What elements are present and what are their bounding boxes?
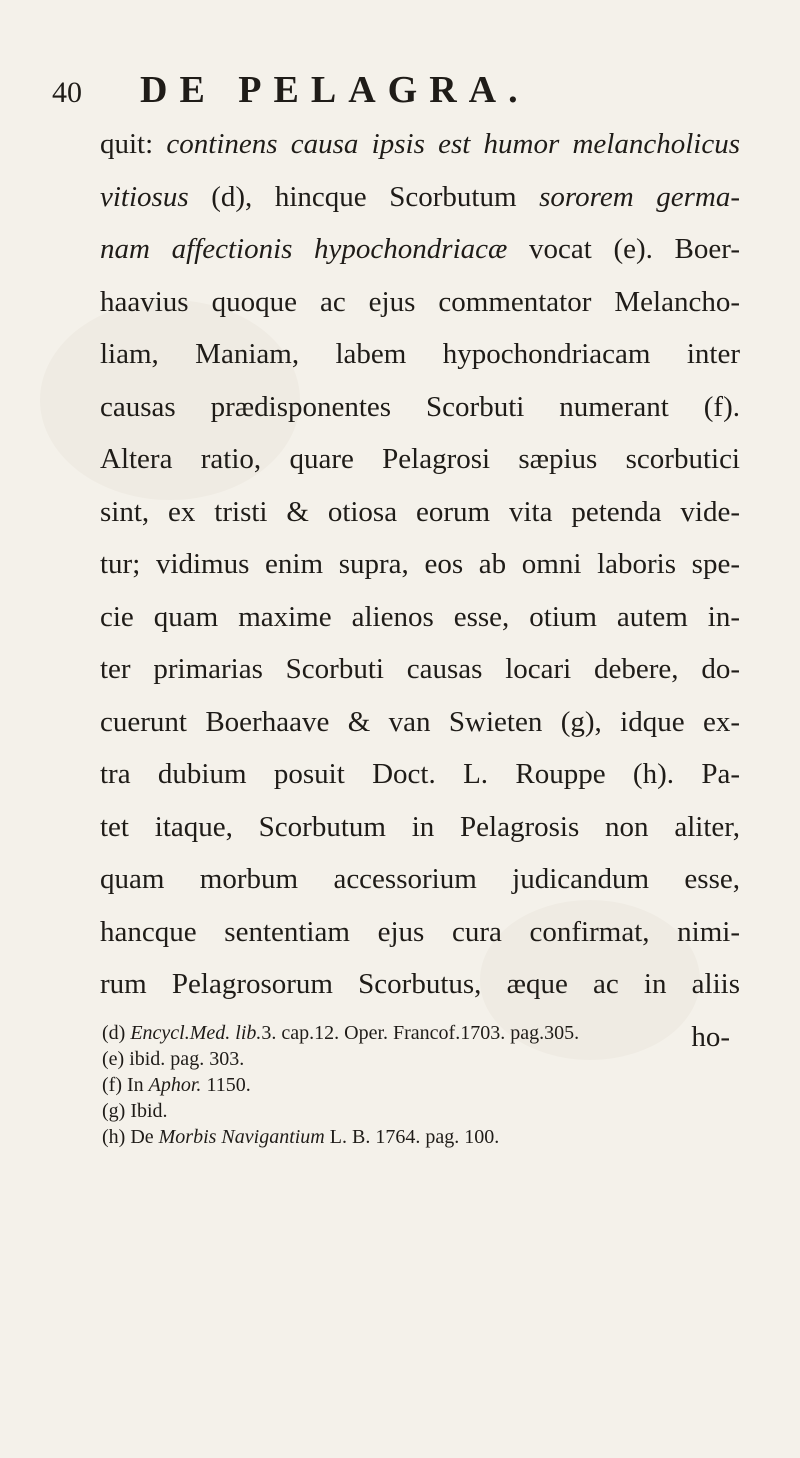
running-title: DE PELAGRA.: [140, 69, 530, 111]
text-line: Altera ratio, quare Pelagrosi sæpius scorbutici: [100, 443, 740, 475]
text-line: [100, 223, 740, 276]
text-segment: (d), hincque Scorbutum: [188, 180, 540, 213]
text-line: tra dubium posuit Doct. L. Rouppe (h). Pa-: [100, 758, 740, 790]
page-header: [52, 68, 692, 118]
footnote-text: 3. cap.12. Oper. Francof.1703. pag.305.: [261, 1022, 580, 1044]
text-line: ter primarias Scorbuti causas locari debere, do-: [100, 653, 740, 685]
italic-segment: nam affectionis hypochondriacæ: [100, 233, 508, 265]
footnote-h: [102, 1124, 742, 1150]
footnote-title: Aphor.: [148, 1074, 202, 1096]
text-line: [100, 118, 740, 171]
footnote-mark: (h) De: [102, 1126, 159, 1148]
footnote-g: (g) Ibid.: [102, 1100, 168, 1122]
text-line: rum Pelagrosorum Scorbutus, æque ac in aliis: [100, 968, 740, 1000]
catchword: ho-: [691, 1020, 730, 1053]
text-segment: vocat (e). Boer-: [507, 233, 740, 265]
text-line: tet itaque, Scorbutum in Pelagrosis non aliter,: [100, 810, 740, 843]
text-line: hancque sententiam ejus cura confirmat, nimi-: [100, 915, 740, 948]
text-line: sint, ex tristi & otiosa eorum vita petenda vide-: [100, 495, 740, 528]
footnote-mark: (f) In: [102, 1074, 149, 1096]
text-line: liam, Maniam, labem hypochondriacam inter: [100, 338, 740, 370]
footnote-title: Encycl.Med. lib.: [130, 1022, 262, 1044]
italic-segment: sororem germa-: [539, 180, 740, 213]
italic-segment: continens causa ipsis est humor melancholicus: [166, 128, 740, 160]
page-number: 40: [52, 76, 82, 109]
text-line: haavius quoque ac ejus commentator Melancho-: [100, 285, 740, 318]
footnote-text: 1150.: [201, 1074, 251, 1096]
footnote-text: L. B. 1764. pag. 100.: [324, 1126, 500, 1148]
footnote-f: [102, 1072, 742, 1098]
footnotes: [102, 1020, 742, 1150]
text-line: tur; vidimus enim supra, eos ab omni laboris spe-: [100, 548, 740, 580]
main-text: [100, 118, 740, 1063]
text-line: cie quam maxime alienos esse, otium autem in-: [100, 600, 740, 633]
footnote-e: (e) ibid. pag. 303.: [102, 1048, 245, 1070]
italic-segment: vitiosus: [100, 180, 189, 213]
text-line: [100, 171, 740, 224]
footnote-title: Morbis Navigantium: [158, 1126, 325, 1148]
text-line: causas prædisponentes Scorbuti numerant (f).: [100, 390, 740, 423]
footnote-mark: (d): [102, 1022, 131, 1044]
text-line: cuerunt Boerhaave & van Swieten (g), idque ex-: [100, 705, 740, 738]
text-segment: quit:: [100, 128, 167, 160]
text-line: quam morbum accessorium judicandum esse,: [100, 863, 740, 895]
footnote-d: [102, 1020, 742, 1046]
